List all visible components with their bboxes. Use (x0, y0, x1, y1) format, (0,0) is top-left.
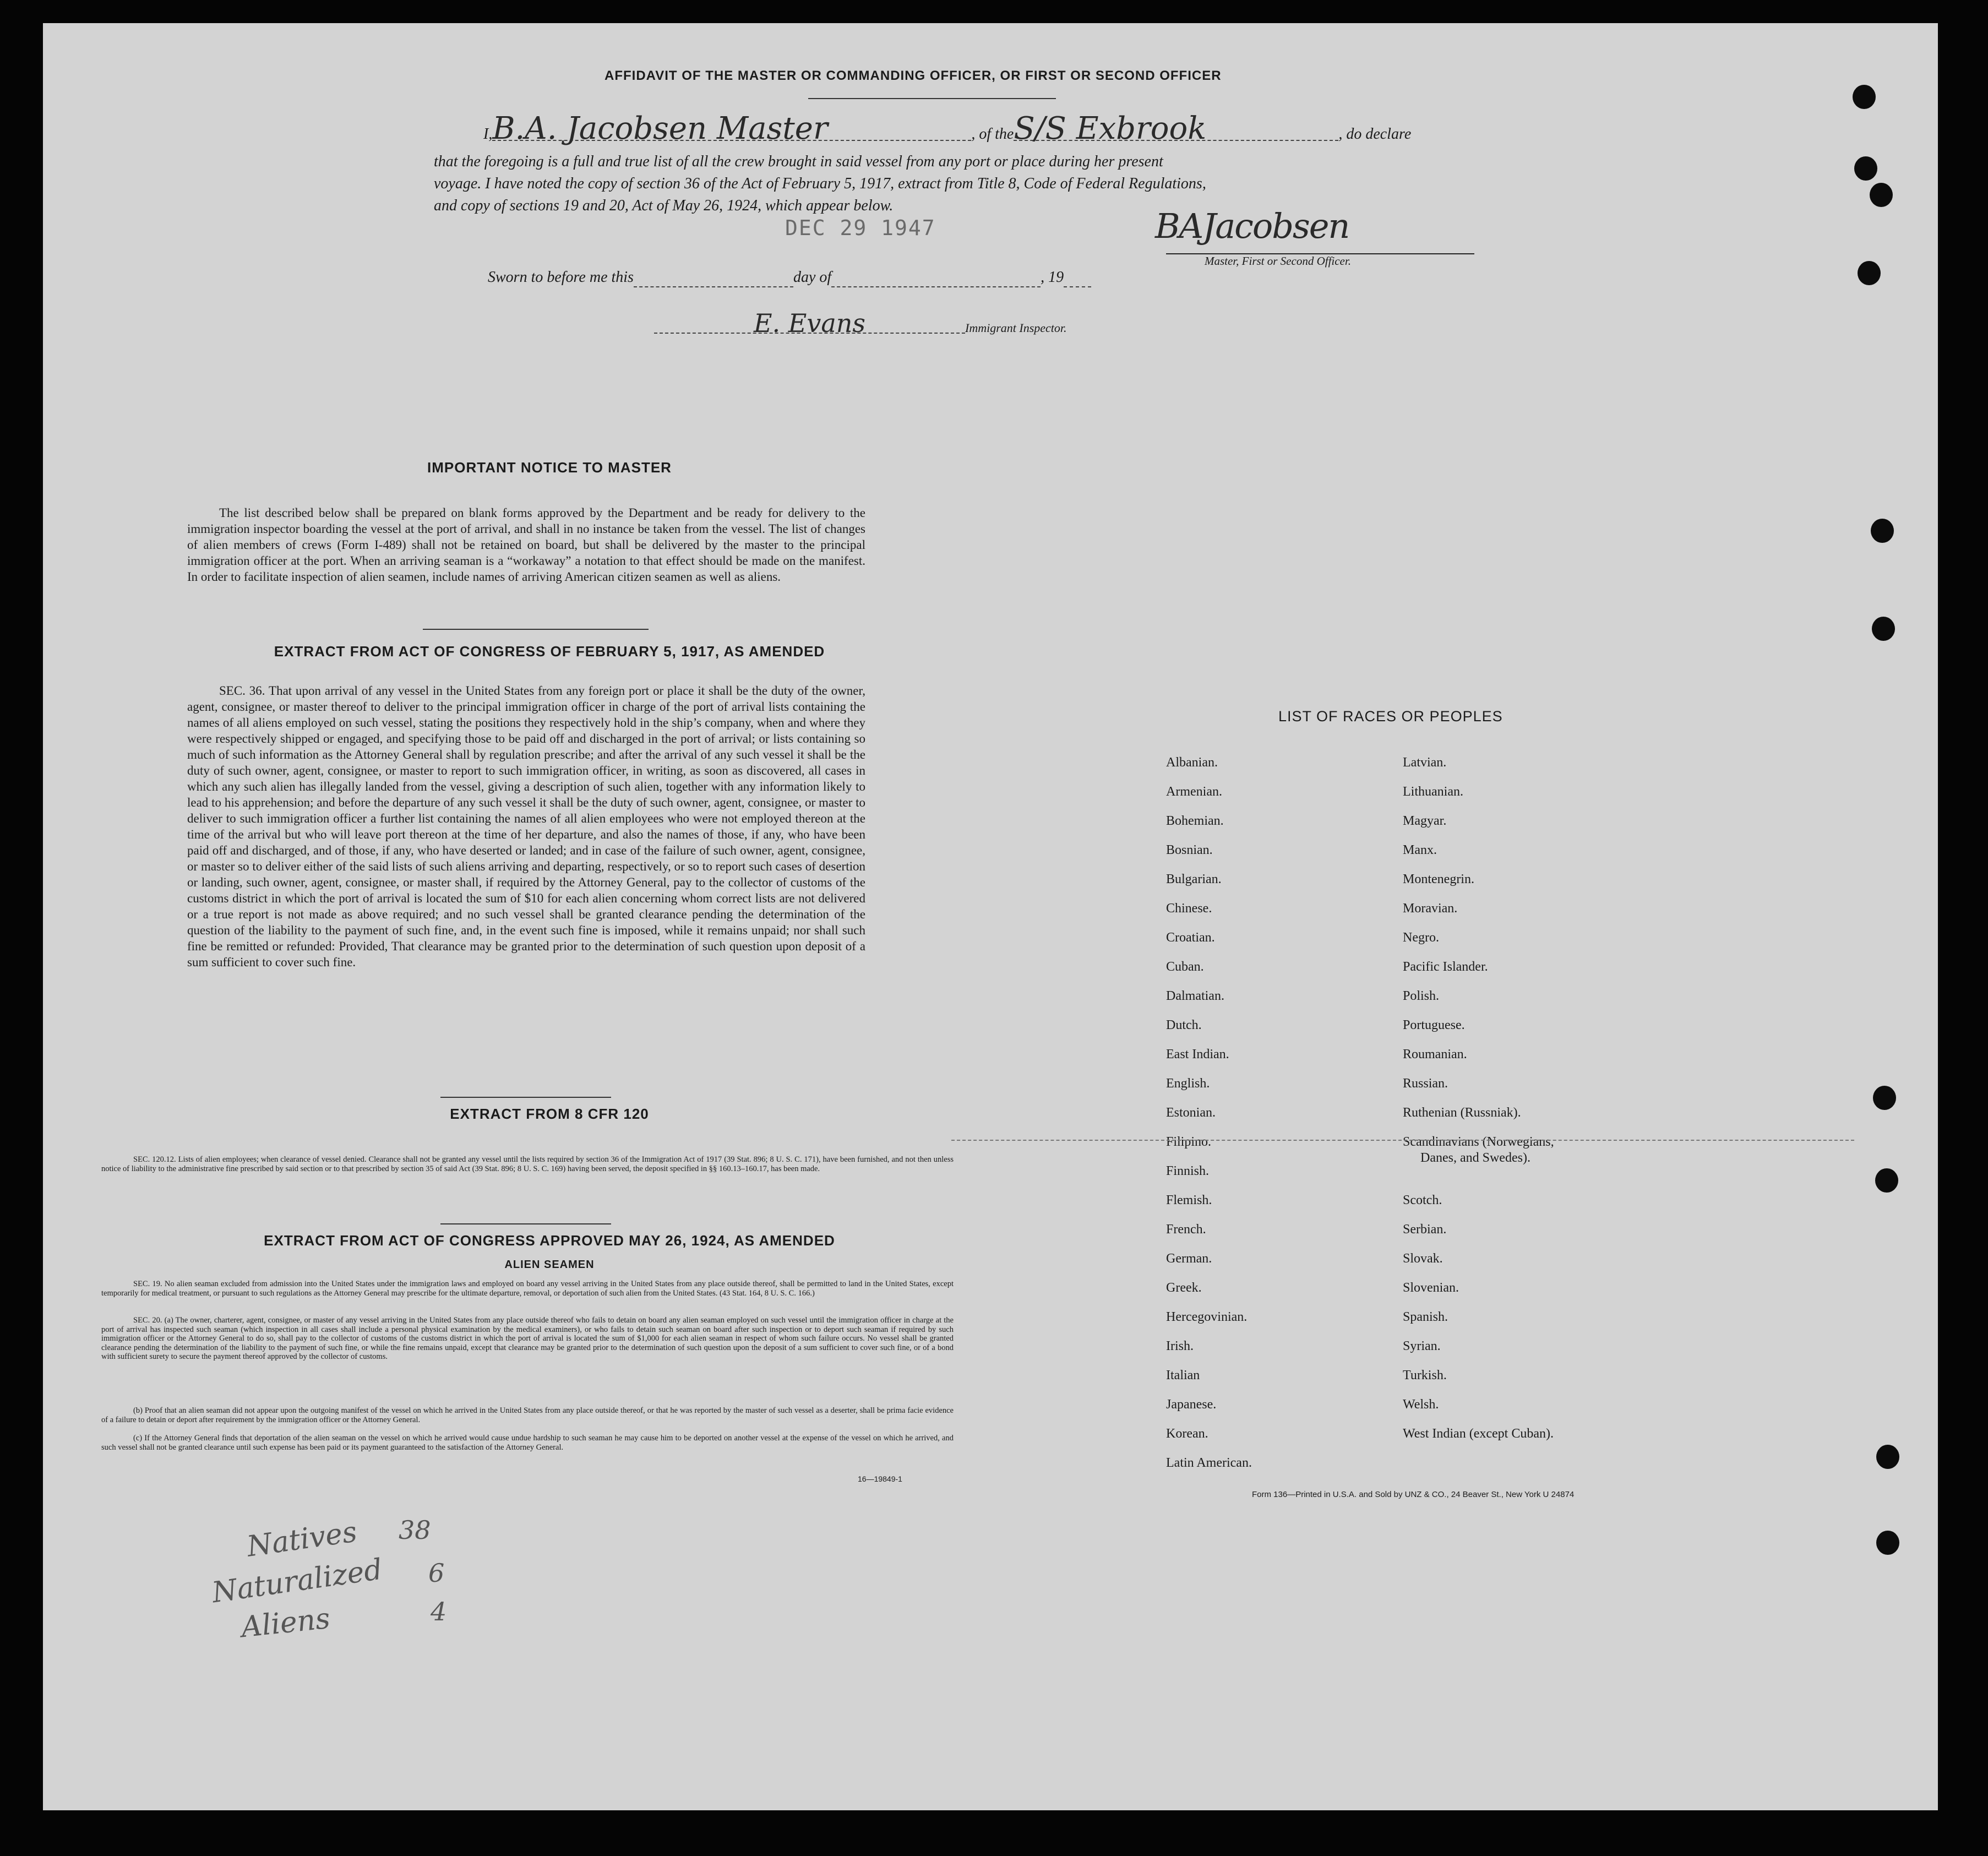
sworn-day-blank (634, 269, 793, 287)
aliens-count: 4 (431, 1597, 447, 1626)
race-item: Serbian. (1403, 1222, 1447, 1237)
punch-hole (1870, 183, 1893, 207)
race-item: Polish. (1403, 989, 1440, 1003)
race-item: Russian. (1403, 1076, 1448, 1091)
race-item: Japanese. (1166, 1397, 1217, 1412)
race-item: Montenegrin. (1403, 872, 1474, 886)
sec20c-body: (c) If the Attorney General finds that deportation of the alien seaman on the vessel on which he arrived would cause undue hardship to such seaman he may cause him to be deported on another vessel at the expense of the vessel on which he arrived, and such vessel shall not be granted clearance until such expense has been paid or its payment guaranteed to the satisfaction of the Attorney General. (101, 1434, 954, 1452)
race-item: Korean. (1166, 1427, 1208, 1441)
naturalized-label: Naturalized (210, 1553, 385, 1610)
date-stamp: DEC 29 1947 (785, 216, 936, 240)
race-item: Latvian. (1403, 755, 1447, 770)
affidavit-i: I, (483, 126, 493, 143)
signature-caption: Master, First or Second Officer. (1205, 254, 1351, 268)
punch-hole (1872, 617, 1895, 641)
races-heading: LIST OF RACES OR PEOPLES (1278, 708, 1503, 725)
sworn-month-blank (831, 269, 1041, 287)
punch-hole (1853, 85, 1876, 109)
race-item: French. (1166, 1222, 1206, 1237)
race-item: Welsh. (1403, 1397, 1439, 1412)
race-item: Slovak. (1403, 1251, 1443, 1266)
race-item: English. (1166, 1076, 1210, 1091)
alien-seamen-subheading: ALIEN SEAMEN (504, 1259, 595, 1271)
race-item: Bosnian. (1166, 843, 1213, 857)
race-item: Bulgarian. (1166, 872, 1222, 886)
extract-1917-body: SEC. 36. That upon arrival of any vessel in the United States from any foreign port or place it shall be the duty of the owner, agent, consignee, or master thereof to deliver to the principal immigration officer in charge of the port of arrival lists containing the names of all aliens employed on such vessel, stating the positions they respectively hold in the ship’s company, when and where they were respectively shipped or engaged, and specifying those to be paid off and discharged in the port of arrival; or lists containing so much of such information as the Attorney General shall by regulation prescribe; and after the arrival of any such vessel it shall be the duty of such owner, agent, consignee, or master to report to such immigration officer, in writing, as soon as discovered, all cases in which any such alien has illegally landed from the vessel, giving a description of such alien, together with any information likely to lead to his apprehension; and before the departure of any such vessel it shall be the duty of such owner, agent, consignee, or master to deliver to such immigration officer a further list containing the names of all alien employees who were not employed thereon at the time of the arrival but who will leave port thereon at the time of her departure, and also the names of those, if any, who have been paid off and discharged, and of those, if any, who have deserted or landed; and in case of the failure of such owner, agent, consignee, or master so to deliver either of the said lists of such aliens arriving and departing, respectively, or so to report such cases of desertion or landing, such owner, agent, consignee, or master shall, if required by the Attorney General, pay to the collector of customs of the customs district in which the port of arrival is located the sum of $10 for each alien concerning whom correct lists are not delivered or a true report is not made as above required; and no such vessel shall be granted clearance pending the determination of the question of the liability to the payment of such fine, and, in the event such fine is imposed, while it remains unpaid; nor shall such fine be remitted or refunded: Provided, That clearance may be granted prior to the determination of such question upon deposit of a sum sufficient to cover such fine. (187, 684, 865, 969)
inspector-caption: Immigrant Inspector. (965, 321, 1067, 335)
naturalized-count: 6 (428, 1558, 445, 1588)
race-item: Magyar. (1403, 814, 1447, 828)
vessel-name: S/S Exbrook (1014, 118, 1338, 141)
document-page (43, 23, 1938, 1810)
affidavit-line-2: that the foregoing is a full and true list of all the crew brought in said vessel from any port or place during her present (434, 153, 1163, 170)
affidavit-line-4: and copy of sections 19 and 20, Act of May 26, 1924, which appear below. (434, 197, 894, 214)
race-item: Scotch. (1403, 1193, 1442, 1207)
inspector-signature: E. Evans (654, 314, 965, 334)
extract-1924-heading: EXTRACT FROM ACT OF CONGRESS APPROVED MAY 26, 1924, AS AMENDED (264, 1232, 835, 1249)
year-text: , 19 (1041, 269, 1064, 286)
punch-hole (1858, 261, 1881, 285)
race-item: Manx. (1403, 843, 1437, 857)
inspector-line (654, 308, 1067, 338)
punch-hole (1871, 519, 1894, 543)
race-item: Cuban. (1166, 960, 1204, 974)
punch-hole (1875, 1168, 1898, 1193)
punch-hole (1873, 1086, 1896, 1110)
cfr-body: SEC. 120.12. Lists of alien employees; when clearance of vessel denied. Clearance shall not be granted any vessel until the lists required by section 36 of the Immigration Act of 1917 (39 Stat. 896; 8 U. S. C. 171), have been furnished, and not then unless notice of liability to the administrative fine prescribed by said section or to that prescribed by section 35 of said Act (39 Stat. 896; 8 U. S. C. 169) having been served, the deposit specified in §§ 160.13–160.17, has been made. (101, 1155, 954, 1173)
race-item: Latin American. (1166, 1456, 1252, 1470)
race-item: Estonian. (1166, 1106, 1216, 1120)
race-item: Moravian. (1403, 901, 1458, 916)
form-footer: Form 136—Printed in U.S.A. and Sold by UNZ & CO., 24 Beaver St., New York U 24874 (1252, 1490, 1575, 1499)
race-item: Filipino. (1166, 1135, 1212, 1149)
divider (423, 629, 649, 630)
race-item: Portuguese. (1403, 1018, 1465, 1032)
race-item: Dalmatian. (1166, 989, 1224, 1003)
race-item: West Indian (except Cuban). (1403, 1427, 1554, 1441)
notice-body: The list described below shall be prepared on blank forms approved by the Department and be ready for delivery to the immigration inspector boarding the vessel at the port of arrival, and shall in no instance be taken from the vessel. The list of changes of alien members of crews (Form I-489) shall not be retained on board, but shall be delivered by the master to the principal immigration officer at the port. When an arriving seaman is a “workaway” a notation to that effect should be made on the manifest. In order to facilitate inspection of alien seamen, include names of arriving American citizen seamen as well as aliens. (187, 506, 865, 584)
race-item: Pacific Islander. (1403, 960, 1488, 974)
natives-count: 38 (399, 1515, 431, 1545)
race-item: Armenian. (1166, 785, 1222, 799)
race-item: German. (1166, 1251, 1212, 1266)
race-item: Turkish. (1403, 1368, 1447, 1383)
extract-1917-heading: EXTRACT FROM ACT OF CONGRESS OF FEBRUARY 5, 1917, AS AMENDED (274, 643, 825, 660)
affidavit-title: AFFIDAVIT OF THE MASTER OR COMMANDING OFFICER, OR FIRST OR SECOND OFFICER (604, 68, 1222, 83)
race-item: Negro. (1403, 930, 1439, 945)
race-item: East Indian. (1166, 1047, 1229, 1062)
race-item: Albanian. (1166, 755, 1218, 770)
race-item: Lithuanian. (1403, 785, 1463, 799)
race-item: Finnish. (1166, 1164, 1210, 1178)
title-rule (808, 98, 1056, 99)
race-item: Hercegovinian. (1166, 1310, 1248, 1324)
affidavit-line-1 (483, 111, 1529, 146)
master-signature: BAJacobsen (1155, 206, 1349, 246)
race-item: Slovenian. (1403, 1281, 1459, 1295)
natives-label: Natives (244, 1515, 360, 1564)
day-of-text: day of (793, 269, 832, 286)
race-item: Flemish. (1166, 1193, 1212, 1207)
race-item: Ruthenian (Russniak). (1403, 1106, 1521, 1120)
race-item: Chinese. (1166, 901, 1212, 916)
race-item: Spanish. (1403, 1310, 1448, 1324)
race-item: Italian (1166, 1368, 1200, 1383)
sec20b-body: (b) Proof that an alien seaman did not appear upon the outgoing manifest of the vessel on which he arrived in the United States from any place outside thereof, or that he was reported by the master of such vessel as a deserter, shall be prima facie evidence of a failure to detain or deport after requirement by the immigration officer or the Attorney General. (101, 1406, 954, 1424)
divider (440, 1097, 611, 1098)
master-name: B.A. Jacobsen Master (492, 118, 971, 141)
sworn-year-blank (1064, 269, 1091, 287)
race-item: Roumanian. (1403, 1047, 1467, 1062)
cfr-heading: EXTRACT FROM 8 CFR 120 (450, 1106, 649, 1122)
sec19-body: SEC. 19. No alien seaman excluded from admission into the United States under the immigration laws and employed on board any vessel arriving in the United States from any place outside thereof, shall be permitted to land in the United States, except temporarily for medical treatment, or pursuant to such regulations as the Attorney General may prescribe for the ultimate departure, removal, or deportation of such alien from the United States. (43 Stat. 164, 8 U. S. C. 166.) (101, 1280, 954, 1298)
divider (440, 1223, 611, 1224)
race-item: Bohemian. (1166, 814, 1224, 828)
punch-hole (1876, 1445, 1899, 1469)
sworn-text: Sworn to before me this (488, 269, 634, 286)
race-item: Danes, and Swedes). (1420, 1151, 1531, 1165)
punch-hole (1854, 156, 1877, 181)
race-item: Syrian. (1403, 1339, 1441, 1353)
race-item: Irish. (1166, 1339, 1194, 1353)
punch-hole (1876, 1531, 1899, 1555)
do-declare-text: , do declare (1338, 126, 1412, 143)
race-item: Dutch. (1166, 1018, 1202, 1032)
race-item: Scandinavians (Norwegians, (1403, 1135, 1554, 1149)
form-code: 16—19849-1 (858, 1474, 902, 1483)
notice-heading: IMPORTANT NOTICE TO MASTER (427, 459, 672, 476)
race-item: Greek. (1166, 1281, 1202, 1295)
sec20a-body: SEC. 20. (a) The owner, charterer, agent, consignee, or master of any vessel arriving in the United States from any place outside thereof who fails to detain on board any alien seaman employed on such vessel until the immigration officer in charge at the port of arrival has inspected such seaman (which inspection in all cases shall include a personal physical examination by the medical examiners), or who fails to detain such seaman on board after such inspection or to deport such seaman if required by such immigration officer or the Attorney General to do so, shall pay to the collector of customs of the customs district in which the port of arrival is located the sum of $1,000 for each alien seaman in respect of whom such failure occurs. No vessel shall be granted clearance pending the determination of the liability to the payment of such fine, or while the fine remains unpaid, except that clearance may be granted prior to the determination of such question upon the deposit of a sum sufficient to cover such fine, or of a bond with sufficient surety to secure the payment thereof approved by the collector of customs. (101, 1316, 954, 1361)
sworn-line (488, 269, 1091, 287)
affidavit-line-3: voyage. I have noted the copy of section 36 of the Act of February 5, 1917, extract from Title 8, Code of Federal Regulations, (434, 175, 1206, 192)
race-item: Croatian. (1166, 930, 1215, 945)
of-the-text: , of the (971, 126, 1014, 143)
fold-line (951, 1140, 1854, 1141)
aliens-label: Aliens (239, 1602, 332, 1645)
